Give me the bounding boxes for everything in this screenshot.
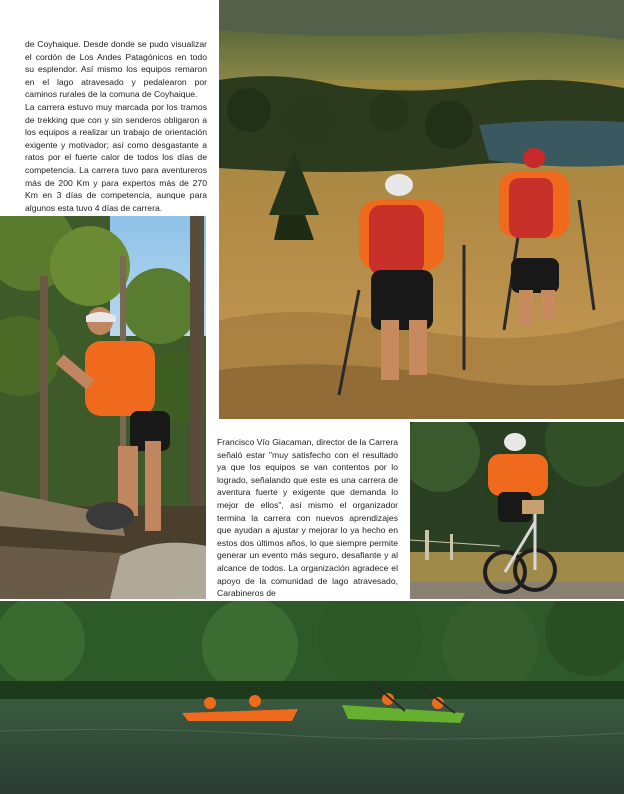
article-paragraph: de Coyhaique. Desde donde se pudo visualizar el cordón de Los Andes Patagónicos en todo su esplendor. Así mismo los equipos remaron en el lago atravesado y pedalearon por caminos rurales de la comuna de Coyhaique. bbox=[25, 39, 207, 100]
photo-runner-forest bbox=[0, 216, 206, 599]
photo-kayakers-lake bbox=[0, 601, 624, 794]
article-column-left bbox=[25, 38, 207, 214]
photo-cyclist-road bbox=[410, 422, 624, 599]
article-paragraph: Francisco Vío Giacaman, director de la Carrera señaló estar "muy satisfecho con el resultado ya que los equipos se van contentos por lo logrado, señalando que este es una carrera de aventura fuerte y exigente que demanda lo mejor de ellos", así mismo el organizador termina la carrera con nuevos aprendizajes que ayudan a ajustar y mejorar lo ya hecho en estos dos últimos años, lo que siempre permite generar un evento más seguro, desafiante y al alcance de todos. La organización agradece el apoyo de la comunidad de lago atravesado, Carabineros de bbox=[217, 437, 398, 599]
article-paragraph: La carrera estuvo muy marcada por los tramos de trekking que con y sin senderos obligaron a los equipos a realizar un trabajo de orientación exigente y motivador; así como desgastante a ratos por el fuerte calor de todos los días de competencia. La carrera tuvo para aventureros más de 200 Km y para expertos más de 270 Km en 3 días de competencia, aunque para algunos esta tuvo 4 días de carrera. bbox=[25, 101, 207, 213]
article-column-middle bbox=[217, 436, 398, 600]
photo-trekkers-meadow bbox=[219, 0, 624, 419]
